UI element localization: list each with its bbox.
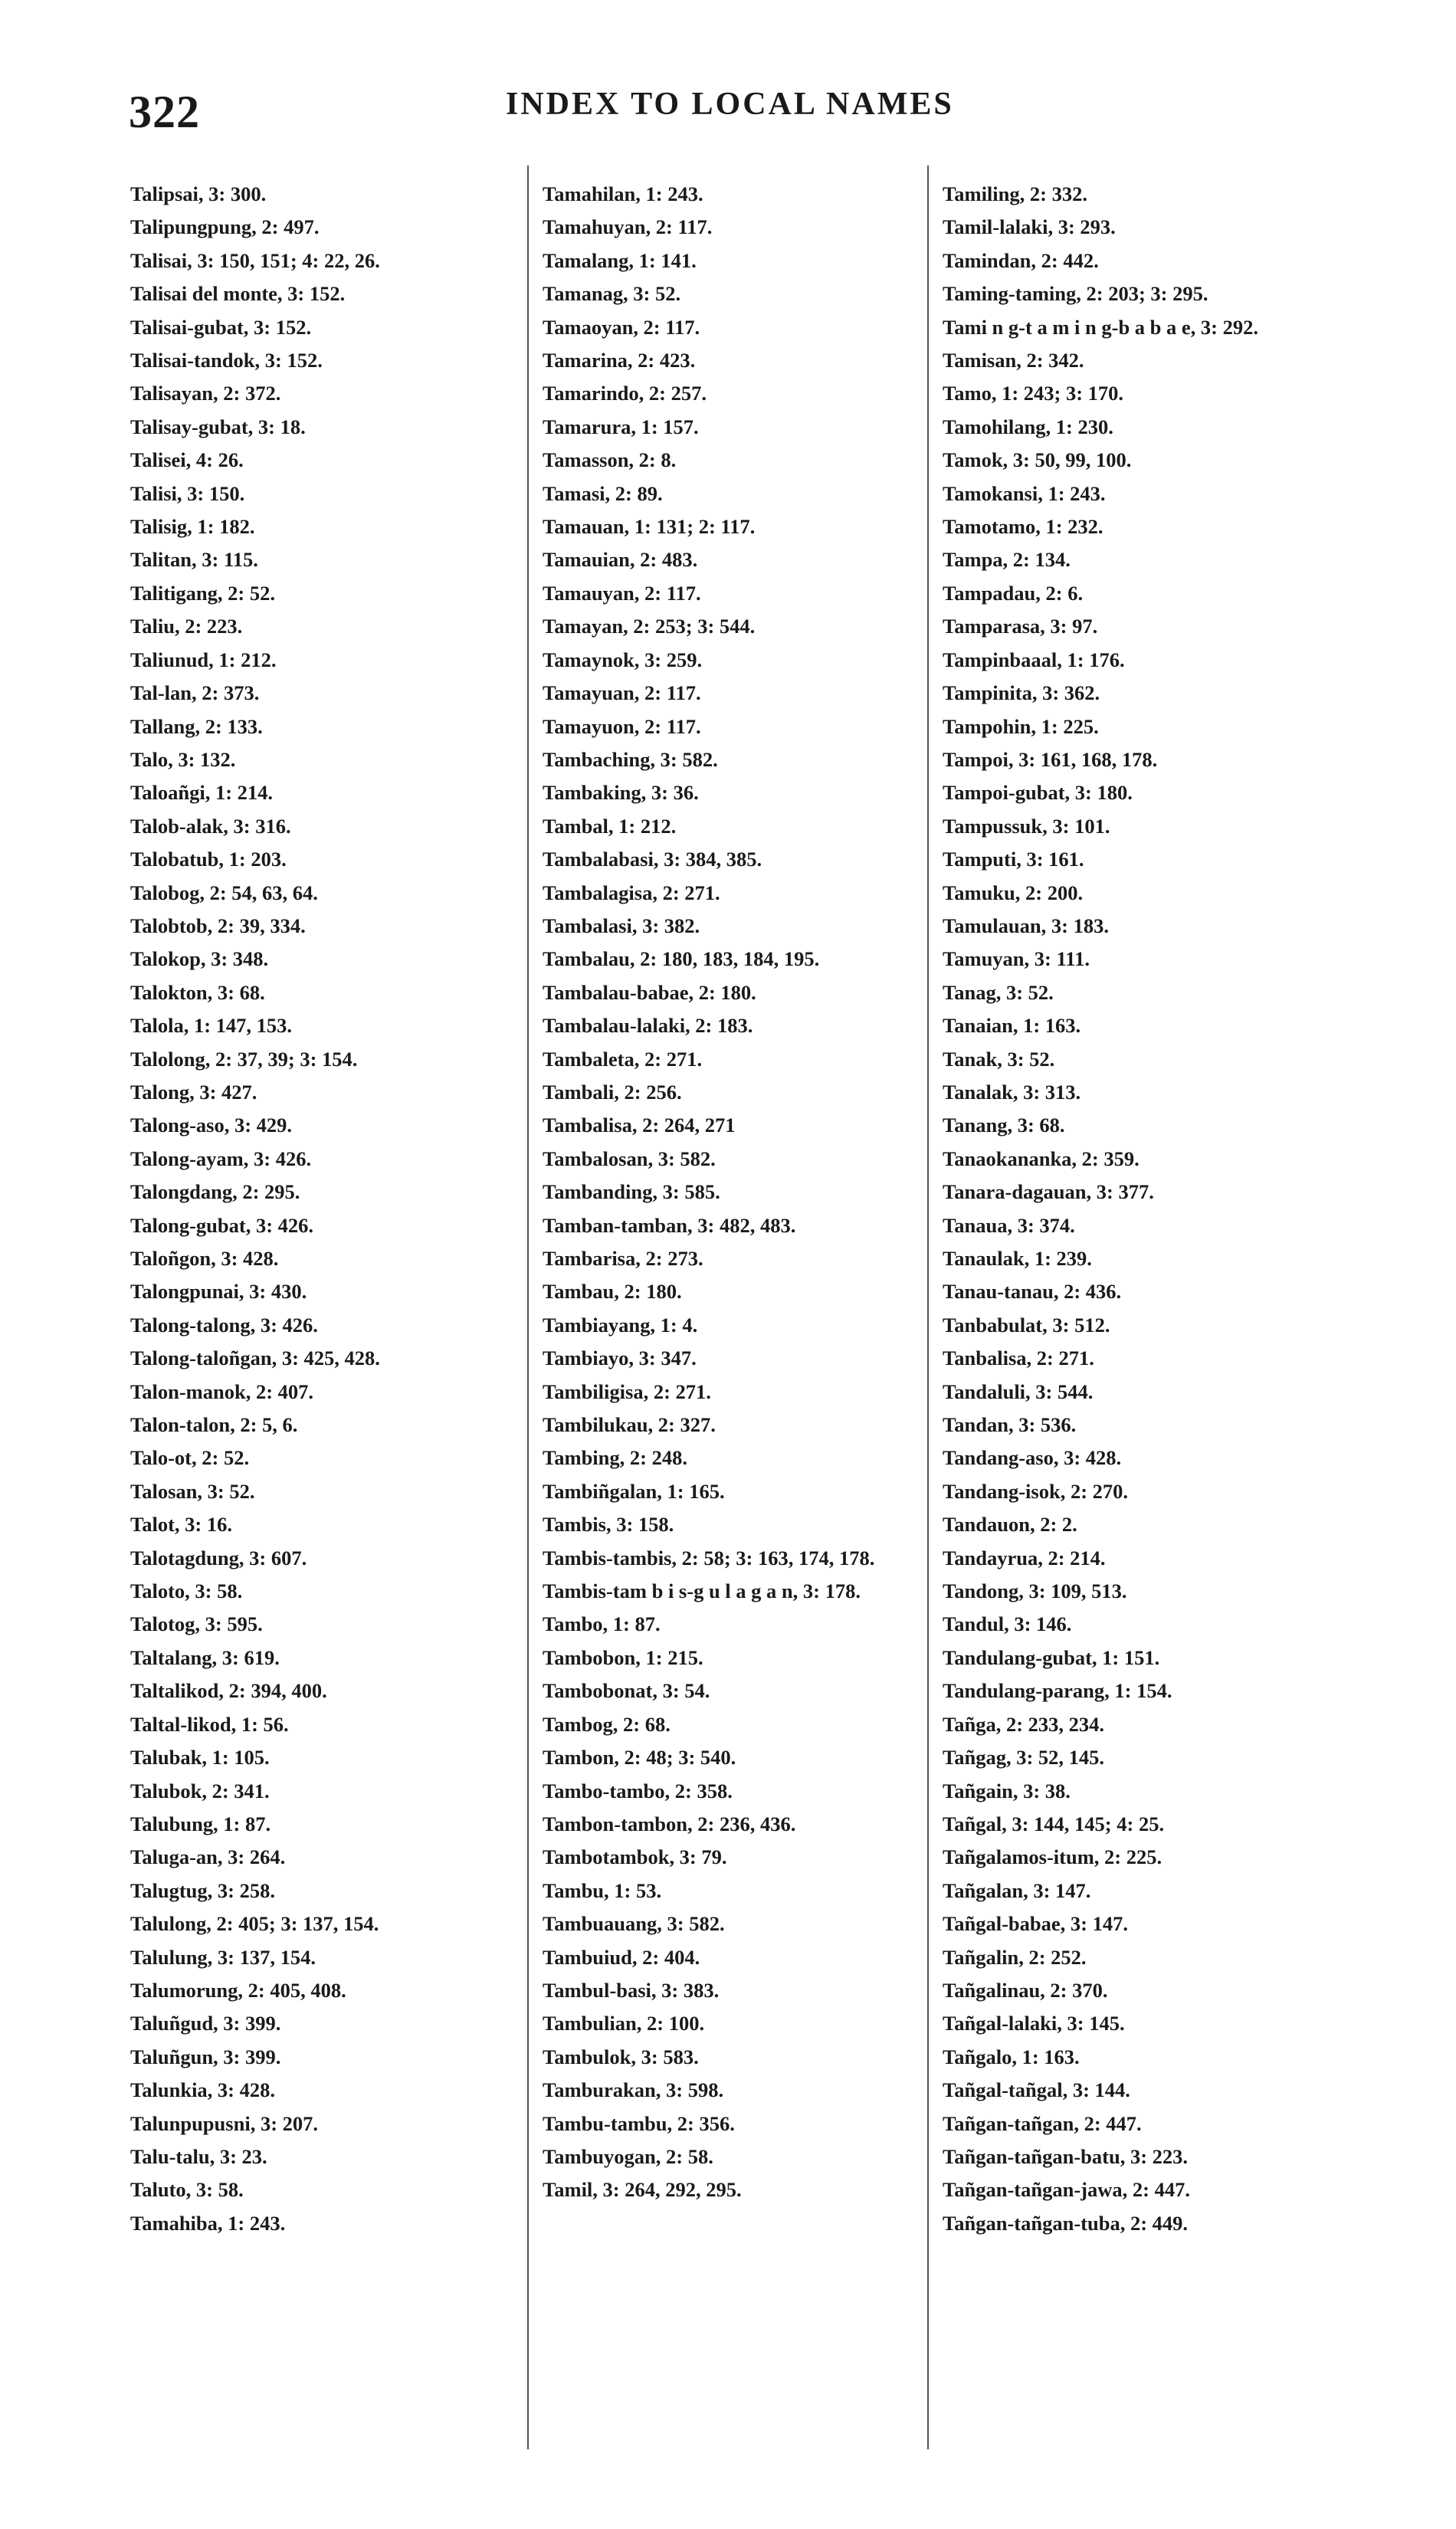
- index-entry: Tamban-tamban, 3: 482, 483.: [543, 1213, 796, 1237]
- index-entry: Tambanding, 3: 585.: [543, 1180, 720, 1204]
- index-entry: Taloñgon, 3: 428.: [130, 1247, 279, 1270]
- index-entry: Taloto, 3: 58.: [130, 1579, 243, 1603]
- index-entry: Tamisan, 2: 342.: [943, 349, 1084, 372]
- index-entry: Tamparasa, 3: 97.: [943, 615, 1098, 638]
- index-entry: Talong-gubat, 3: 426.: [130, 1213, 314, 1237]
- index-entry: Talulung, 3: 137, 154.: [130, 1945, 316, 1969]
- index-entry: Tañgain, 3: 38.: [943, 1779, 1071, 1802]
- index-entry: Talotagdung, 3: 607.: [130, 1546, 307, 1570]
- index-entry: Talisai-gubat, 3: 152.: [130, 315, 312, 339]
- index-column-1: [130, 178, 529, 2446]
- index-entry: Tanau-tanau, 2: 436.: [943, 1280, 1122, 1304]
- index-entry: Tambalau-babae, 2: 180.: [543, 980, 756, 1004]
- index-entry: Tanak, 3: 52.: [943, 1047, 1055, 1071]
- index-entry: Tamo, 1: 243; 3: 170.: [943, 382, 1124, 405]
- index-entry: Tambalau-lalaki, 2: 183.: [543, 1014, 753, 1038]
- index-entry: Tañgalin, 2: 252.: [943, 1945, 1087, 1969]
- index-entry: Talosan, 3: 52.: [130, 1479, 255, 1503]
- index-entry: Tañgal-babae, 3: 147.: [943, 1912, 1128, 1936]
- index-entry: Tandong, 3: 109, 513.: [943, 1579, 1127, 1603]
- index-entry: Tambaching, 3: 582.: [543, 747, 718, 771]
- index-entry: Tambo-tambo, 2: 358.: [543, 1779, 733, 1802]
- index-entry: Tañgal-lalaki, 3: 145.: [943, 2012, 1125, 2035]
- index-entry: Tamayan, 2: 253; 3: 544.: [543, 615, 756, 638]
- index-entry: Talisai, 3: 150, 151; 4: 22, 26.: [130, 248, 380, 272]
- index-entry: Tambiligisa, 2: 271.: [543, 1379, 711, 1403]
- index-entry: Tambuyogan, 2: 58.: [543, 2144, 713, 2168]
- index-entry: Tañgag, 3: 52, 145.: [943, 1746, 1105, 1770]
- index-entry: Talong-ayam, 3: 426.: [130, 1146, 312, 1170]
- index-entry: Taltalang, 3: 619.: [130, 1645, 280, 1669]
- index-entry: Tamulauan, 3: 183.: [943, 914, 1109, 937]
- index-entry: Tanang, 3: 68.: [943, 1114, 1065, 1137]
- index-entry: Tamil, 3: 264, 292, 295.: [543, 2178, 742, 2202]
- index-entry: Talisai-tandok, 3: 152.: [130, 349, 323, 372]
- index-entry: Tamauan, 1: 131; 2: 117.: [543, 515, 756, 539]
- index-entry: Talokton, 3: 68.: [130, 980, 265, 1004]
- index-entry: Talubung, 1: 87.: [130, 1812, 271, 1835]
- index-entry: Tambiayang, 1: 4.: [543, 1313, 698, 1337]
- index-entry: Tambog, 2: 68.: [543, 1712, 671, 1736]
- index-entry: Tambo, 1: 87.: [543, 1612, 661, 1636]
- index-entry: Tamahiba, 1: 243.: [130, 2211, 286, 2235]
- index-entry: Talitan, 3: 115.: [130, 548, 258, 572]
- index-entry: Tanaua, 3: 374.: [943, 1213, 1075, 1237]
- index-entry: Tandulang-parang, 1: 154.: [943, 1679, 1172, 1703]
- page-title: INDEX TO LOCAL NAMES: [506, 87, 954, 122]
- index-entry: Tampa, 2: 134.: [943, 548, 1071, 572]
- index-entry: Talotog, 3: 595.: [130, 1612, 263, 1636]
- index-entry: Tamayuon, 2: 117.: [543, 714, 701, 738]
- index-entry: Tambon, 2: 48; 3: 540.: [543, 1746, 736, 1770]
- index-entry: Talitigang, 2: 52.: [130, 581, 275, 605]
- index-entry: Tandayrua, 2: 214.: [943, 1546, 1106, 1570]
- index-entry: Talubak, 1: 105.: [130, 1746, 270, 1770]
- index-entry: Taltalikod, 2: 394, 400.: [130, 1679, 327, 1703]
- index-entry: Tamiling, 2: 332.: [943, 182, 1087, 205]
- index-entry: Taliu, 2: 223.: [130, 615, 243, 638]
- index-entry: Taltal-likod, 1: 56.: [130, 1712, 289, 1736]
- index-entry: Tanaulak, 1: 239.: [943, 1247, 1092, 1270]
- index-entry: Tañgan-tañgan-batu, 3: 223.: [943, 2144, 1189, 2168]
- index-entry: Tañgan-tañgan-jawa, 2: 447.: [943, 2178, 1190, 2202]
- index-entry: Taliunud, 1: 212.: [130, 648, 277, 671]
- index-entry: Tamputi, 3: 161.: [943, 848, 1084, 871]
- page-number: 322: [129, 87, 200, 137]
- index-entry: Tambiayo, 3: 347.: [543, 1347, 697, 1370]
- index-entry: Tambulian, 2: 100.: [543, 2012, 705, 2035]
- index-entry: Talisai del monte, 3: 152.: [130, 282, 346, 306]
- index-entry: Tañgalo, 1: 163.: [943, 2045, 1080, 2068]
- index-entry: Talolong, 2: 37, 39; 3: 154.: [130, 1047, 358, 1071]
- index-entry: Tambis-tam b i s-g u l a g a n, 3: 178.: [543, 1579, 861, 1603]
- index-entry: Tamok, 3: 50, 99, 100.: [943, 448, 1132, 472]
- index-entry: Talongdang, 2: 295.: [130, 1180, 300, 1204]
- index-entry: Tañgalan, 3: 147.: [943, 1878, 1091, 1902]
- index-entry: Tandul, 3: 146.: [943, 1612, 1072, 1636]
- index-entry: Talisig, 1: 182.: [130, 515, 255, 539]
- index-entry: Talon-manok, 2: 407.: [130, 1379, 314, 1403]
- index-entry: Tamil-lalaki, 3: 293.: [943, 215, 1116, 239]
- index-column-3: [943, 178, 1356, 2446]
- index-entry: Tañgalamos-itum, 2: 225.: [943, 1845, 1163, 1869]
- index-entry: Talong-talong, 3: 426.: [130, 1313, 318, 1337]
- index-entry: Tambon-tambon, 2: 236, 436.: [543, 1812, 796, 1835]
- index-entry: Tallang, 2: 133.: [130, 714, 263, 738]
- index-entry: Tamasson, 2: 8.: [543, 448, 677, 472]
- index-entry: Talipungpung, 2: 497.: [130, 215, 320, 239]
- index-entry: Talumorung, 2: 405, 408.: [130, 1978, 346, 2002]
- index-entry: Tambu-tambu, 2: 356.: [543, 2111, 735, 2135]
- index-entry: Talobtob, 2: 39, 334.: [130, 914, 306, 937]
- index-entry: Tambalagisa, 2: 271.: [543, 881, 720, 904]
- index-entry: Tamohilang, 1: 230.: [943, 415, 1113, 438]
- index-entry: Tamasi, 2: 89.: [543, 481, 663, 505]
- index-entry: Tambalosan, 3: 582.: [543, 1146, 716, 1170]
- index-entry: Taming-taming, 2: 203; 3: 295.: [943, 282, 1208, 306]
- index-entry: Tañgalinau, 2: 370.: [943, 1978, 1108, 2002]
- index-entry: Tandaluli, 3: 544.: [943, 1379, 1094, 1403]
- index-entry: Talong-taloñgan, 3: 425, 428.: [130, 1347, 380, 1370]
- index-entry: Taluto, 3: 58.: [130, 2178, 244, 2202]
- index-entry: Tañgan-tañgan, 2: 447.: [943, 2111, 1142, 2135]
- index-entry: Tanbalisa, 2: 271.: [943, 1347, 1094, 1370]
- index-entry: Tandang-isok, 2: 270.: [943, 1479, 1129, 1503]
- index-entry: Talob-alak, 3: 316.: [130, 814, 291, 838]
- index-column-2: [543, 178, 944, 2446]
- index-entry: Tamuyan, 3: 111.: [943, 947, 1090, 971]
- index-entry: Talisayan, 2: 372.: [130, 382, 281, 405]
- index-entry: Tambul-basi, 3: 383.: [543, 1978, 720, 2002]
- index-entry: Talobog, 2: 54, 63, 64.: [130, 881, 318, 904]
- index-entry: Tamarura, 1: 157.: [543, 415, 699, 438]
- index-entry: Tandulang-gubat, 1: 151.: [943, 1645, 1160, 1669]
- index-entry: Tambilukau, 2: 327.: [543, 1413, 716, 1437]
- index-entry: Tañgal-tañgal, 3: 144.: [943, 2078, 1130, 2102]
- index-entry: Tamburakan, 3: 598.: [543, 2078, 724, 2102]
- index-entry: Tamuku, 2: 200.: [943, 881, 1084, 904]
- index-entry: Tambu, 1: 53.: [543, 1878, 662, 1902]
- index-entry: Talugtug, 3: 258.: [130, 1878, 275, 1902]
- index-entry: Taloañgi, 1: 214.: [130, 781, 274, 805]
- index-entry: Tambalabasi, 3: 384, 385.: [543, 848, 762, 871]
- index-entry: Tambali, 2: 256.: [543, 1080, 682, 1104]
- index-entry: Talot, 3: 16.: [130, 1513, 233, 1537]
- index-entry: Tandauon, 2: 2.: [943, 1513, 1077, 1537]
- index-entry: Tamauyan, 2: 117.: [543, 581, 701, 605]
- index-entry: Talola, 1: 147, 153.: [130, 1014, 293, 1038]
- index-entry: Tamayuan, 2: 117.: [543, 681, 701, 705]
- index-entry: Tampadau, 2: 6.: [943, 581, 1084, 605]
- index-entry: Tambobon, 1: 215.: [543, 1645, 703, 1669]
- index-entry: Tamanag, 3: 52.: [543, 282, 681, 306]
- index-entry: Talubok, 2: 341.: [130, 1779, 270, 1802]
- index-entry: Tambarisa, 2: 273.: [543, 1247, 703, 1270]
- index-entry: Tampussuk, 3: 101.: [943, 814, 1110, 838]
- index-entry: Talunkia, 3: 428.: [130, 2078, 276, 2102]
- index-entry: Talisi, 3: 150.: [130, 481, 245, 505]
- index-entry: Tambis-tambis, 2: 58; 3: 163, 174, 178.: [543, 1546, 875, 1570]
- index-entry: Tami n g-t a m i n g-b a b a e, 3: 292.: [943, 315, 1259, 339]
- index-entry: Taluñgud, 3: 399.: [130, 2012, 281, 2035]
- index-entry: Talisay-gubat, 3: 18.: [130, 415, 306, 438]
- index-entry: Tambotambok, 3: 79.: [543, 1845, 727, 1869]
- index-entry: Tamaoyan, 2: 117.: [543, 315, 700, 339]
- index-entry: Tambaking, 3: 36.: [543, 781, 699, 805]
- index-entry: Tambing, 2: 248.: [543, 1446, 687, 1470]
- index-entry: Talongpunai, 3: 430.: [130, 1280, 307, 1304]
- index-entry: Tambalau, 2: 180, 183, 184, 195.: [543, 947, 820, 971]
- index-entry: Tanaian, 1: 163.: [943, 1014, 1081, 1038]
- index-entry: Tamahilan, 1: 243.: [543, 182, 703, 205]
- index-entry: Tampohin, 1: 225.: [943, 714, 1099, 738]
- index-entry: Tambalasi, 3: 382.: [543, 914, 700, 937]
- index-entry: Tanara-dagauan, 3: 377.: [943, 1180, 1154, 1204]
- index-entry: Tambiñgalan, 1: 165.: [543, 1479, 725, 1503]
- index-entry: Tampoi, 3: 161, 168, 178.: [943, 747, 1158, 771]
- index-entry: Talo-ot, 2: 52.: [130, 1446, 250, 1470]
- index-entry: Tandan, 3: 536.: [943, 1413, 1077, 1437]
- index-entry: Talo, 3: 132.: [130, 747, 236, 771]
- index-entry: Tamarindo, 2: 257.: [543, 382, 707, 405]
- index-entry: Tamalang, 1: 141.: [543, 248, 697, 272]
- index-entry: Tambalisa, 2: 264, 271: [543, 1114, 736, 1137]
- index-entry: Tañgan-tañgan-tuba, 2: 449.: [943, 2211, 1189, 2235]
- index-entry: Talipsai, 3: 300.: [130, 182, 267, 205]
- index-entry: Tambulok, 3: 583.: [543, 2045, 699, 2068]
- index-entry: Talong-aso, 3: 429.: [130, 1114, 293, 1137]
- index-entry: Tal-lan, 2: 373.: [130, 681, 260, 705]
- index-entry: Tandang-aso, 3: 428.: [943, 1446, 1122, 1470]
- index-entry: Taluñgun, 3: 399.: [130, 2045, 281, 2068]
- index-entry: Tambobonat, 3: 54.: [543, 1679, 710, 1703]
- index-entry: Talon-talon, 2: 5, 6.: [130, 1413, 298, 1437]
- index-entry: Tañga, 2: 233, 234.: [943, 1712, 1105, 1736]
- index-entry: Tampinbaaal, 1: 176.: [943, 648, 1125, 671]
- index-entry: Tambuauang, 3: 582.: [543, 1912, 725, 1936]
- index-entry: Tamahuyan, 2: 117.: [543, 215, 713, 239]
- index-entry: Tambaleta, 2: 271.: [543, 1047, 703, 1071]
- index-entry: Tamauian, 2: 483.: [543, 548, 698, 572]
- index-entry: Tanaokananka, 2: 359.: [943, 1146, 1140, 1170]
- index-entry: Talong, 3: 427.: [130, 1080, 257, 1104]
- index-entry: Tamokansi, 1: 243.: [943, 481, 1106, 505]
- index-entry: Talokop, 3: 348.: [130, 947, 269, 971]
- index-entry: Talisei, 4: 26.: [130, 448, 244, 472]
- index-entry: Tanag, 3: 52.: [943, 980, 1054, 1004]
- index-entry: Talulong, 2: 405; 3: 137, 154.: [130, 1912, 379, 1936]
- index-entry: Tambal, 1: 212.: [543, 814, 677, 838]
- index-entry: Tanbabulat, 3: 512.: [943, 1313, 1110, 1337]
- index-entry: Tambuiud, 2: 404.: [543, 1945, 700, 1969]
- index-entry: Tanalak, 3: 313.: [943, 1080, 1081, 1104]
- index-entry: Tambis, 3: 158.: [543, 1513, 674, 1537]
- index-entry: Talu-talu, 3: 23.: [130, 2144, 267, 2168]
- index-entry: Tamindan, 2: 442.: [943, 248, 1099, 272]
- index-entry: Taluga-an, 3: 264.: [130, 1845, 286, 1869]
- index-entry: Tamarina, 2: 423.: [543, 349, 696, 372]
- index-entry: Tampinita, 3: 362.: [943, 681, 1100, 705]
- index-entry: Talunpupusni, 3: 207.: [130, 2111, 319, 2135]
- index-entry: Tañgal, 3: 144, 145; 4: 25.: [943, 1812, 1165, 1835]
- index-entry: Talobatub, 1: 203.: [130, 848, 287, 871]
- index-entry: Tamaynok, 3: 259.: [543, 648, 703, 671]
- index-entry: Tambau, 2: 180.: [543, 1280, 682, 1304]
- index-entry: Tamotamo, 1: 232.: [943, 515, 1103, 539]
- index-entry: Tampoi-gubat, 3: 180.: [943, 781, 1133, 805]
